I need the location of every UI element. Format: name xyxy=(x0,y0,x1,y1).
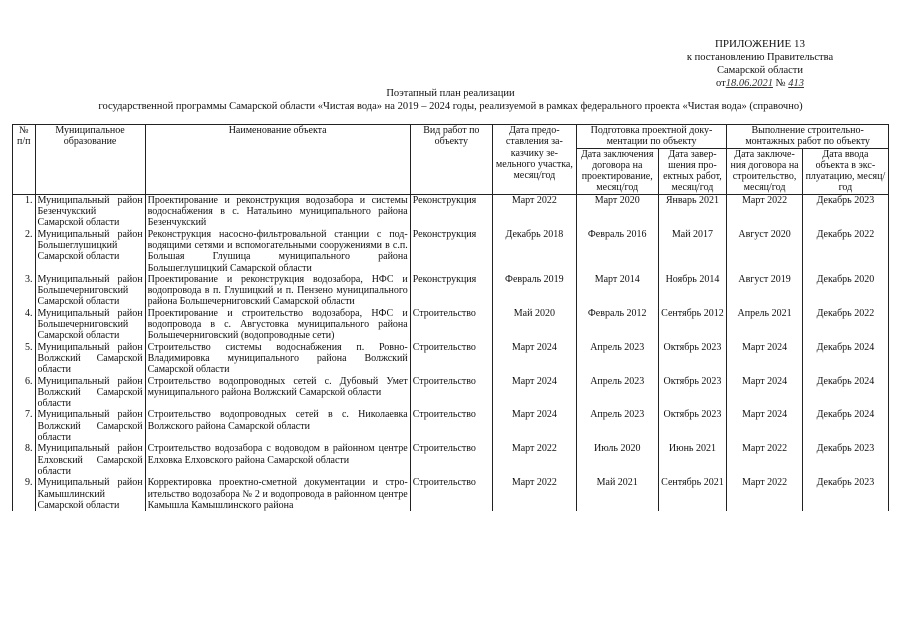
cell-municipality: Муниципальный район Большеглушицкий Самарской области xyxy=(35,229,145,274)
cell-commission-date: Декабрь 2023 xyxy=(802,194,888,228)
header-work-type: Вид работ по объекту xyxy=(410,125,492,195)
cell-land-date: Декабрь 2018 xyxy=(492,229,576,274)
heading-line-2: государственной программы Самарской области «Чистая вода» на 2019 – 2024 годы, реализуемой в рамках федерального проекта «Чистая вода» (справочно) xyxy=(98,100,803,112)
cell-design-end: Ноябрь 2014 xyxy=(658,274,727,308)
cell-commission-date: Декабрь 2024 xyxy=(802,376,888,410)
header-design-contract: Дата заключения договора на проектирование, месяц/год xyxy=(576,148,658,194)
cell-construction-contract: Март 2022 xyxy=(727,194,803,228)
cell-object: Проектирование и строительство водозабора, НФС и водопровода в с. Августовка муниципального района Большечерниговский (водопроводные сети) xyxy=(145,308,410,342)
cell-municipality: Муниципальный район Волжский Самарской области xyxy=(35,376,145,410)
appendix-line-1: к постановлению Правительства xyxy=(686,52,834,63)
table-row xyxy=(13,376,889,410)
cell-design-contract: Апрель 2023 xyxy=(576,409,658,443)
cell-municipality: Муниципальный район Камышлинский Самарской области xyxy=(35,477,145,511)
cell-design-contract: Февраль 2012 xyxy=(576,308,658,342)
cell-work-type: Строительство xyxy=(410,409,492,443)
header-construction-group: Выполнение строительномонтажных работ по объекту xyxy=(727,125,889,149)
cell-land-date: Март 2022 xyxy=(492,194,576,228)
cell-commission-date: Декабрь 2024 xyxy=(802,342,888,376)
date-prefix: от xyxy=(716,78,726,89)
cell-municipality: Муниципальный район Безенчукский Самарской области xyxy=(35,194,145,228)
cell-num: 9. xyxy=(13,477,36,511)
cell-construction-contract: Август 2019 xyxy=(727,274,803,308)
number-prefix: № xyxy=(775,78,786,89)
cell-work-type: Строительство xyxy=(410,308,492,342)
cell-design-contract: Март 2020 xyxy=(576,194,658,228)
table-row xyxy=(13,342,889,376)
appendix-title: ПРИЛОЖЕНИЕ 13 xyxy=(714,38,806,50)
cell-work-type: Строительство xyxy=(410,342,492,376)
document-heading xyxy=(0,88,901,113)
cell-num: 5. xyxy=(13,342,36,376)
cell-num: 7. xyxy=(13,409,36,443)
cell-land-date: Май 2020 xyxy=(492,308,576,342)
table-body xyxy=(13,194,889,511)
cell-land-date: Март 2022 xyxy=(492,477,576,511)
cell-land-date: Февраль 2019 xyxy=(492,274,576,308)
cell-design-contract: Апрель 2023 xyxy=(576,342,658,376)
cell-land-date: Март 2024 xyxy=(492,342,576,376)
cell-work-type: Строительство xyxy=(410,443,492,477)
appendix-line-2: Самарской области xyxy=(717,65,803,76)
cell-municipality: Муниципальный район Волжский Самарской области xyxy=(35,409,145,443)
cell-work-type: Строительство xyxy=(410,376,492,410)
cell-land-date: Март 2024 xyxy=(492,409,576,443)
cell-construction-contract: Март 2022 xyxy=(727,443,803,477)
cell-design-end: Сентябрь 2012 xyxy=(658,308,727,342)
cell-work-type: Реконструкция xyxy=(410,229,492,274)
header-land-date: Дата предоставления заказчику земельного участка, месяц/год xyxy=(492,125,576,195)
cell-design-end: Июнь 2021 xyxy=(658,443,727,477)
header-object: Наименование объекта xyxy=(145,125,410,195)
table-row xyxy=(13,194,889,228)
cell-design-end: Октябрь 2023 xyxy=(658,342,727,376)
cell-design-end: Январь 2021 xyxy=(658,194,727,228)
header-commission-date: Дата ввода объекта в эксплуатацию, месяц/год xyxy=(802,148,888,194)
table-row xyxy=(13,477,889,511)
cell-construction-contract: Апрель 2021 xyxy=(727,308,803,342)
heading-line-1: Поэтапный план реализации xyxy=(386,88,515,99)
header-municipality: Муниципальное образование xyxy=(35,125,145,195)
cell-design-end: Октябрь 2023 xyxy=(658,376,727,410)
cell-municipality: Муниципальный район Большечерниговский Самарской области xyxy=(35,274,145,308)
cell-commission-date: Декабрь 2024 xyxy=(802,409,888,443)
cell-commission-date: Декабрь 2022 xyxy=(802,229,888,274)
cell-design-end: Октябрь 2023 xyxy=(658,409,727,443)
appendix-block xyxy=(630,38,890,90)
cell-object: Строительство водопроводных сетей с. Дубовый Умет муниципального района Волжский Самарской области xyxy=(145,376,410,410)
header-construction-contract: Дата заключения договора на строительство, месяц/год xyxy=(727,148,803,194)
cell-commission-date: Декабрь 2022 xyxy=(802,308,888,342)
cell-work-type: Реконструкция xyxy=(410,274,492,308)
cell-object: Строительство системы водоснабжения п. Ровно-Владимировка муниципального района Волжский Самарской области xyxy=(145,342,410,376)
cell-object: Проектирование и реконструкция водозабора и системы водоснабжения в с. Натальино муниципального района Безенчукский xyxy=(145,194,410,228)
cell-num: 4. xyxy=(13,308,36,342)
cell-design-contract: Май 2021 xyxy=(576,477,658,511)
header-design-end: Дата завершения проектных работ, месяц/год xyxy=(658,148,727,194)
date-value: 18.06.2021 xyxy=(725,78,773,89)
header-num: № п/п xyxy=(13,125,36,195)
cell-construction-contract: Март 2024 xyxy=(727,376,803,410)
table-header xyxy=(13,125,889,195)
cell-commission-date: Декабрь 2023 xyxy=(802,443,888,477)
header-design-group: Подготовка проектной документации по объекту xyxy=(576,125,726,149)
cell-work-type: Реконструкция xyxy=(410,194,492,228)
cell-commission-date: Декабрь 2020 xyxy=(802,274,888,308)
table-row xyxy=(13,229,889,274)
cell-municipality: Муниципальный район Елховский Самарской области xyxy=(35,443,145,477)
cell-design-end: Сентябрь 2021 xyxy=(658,477,727,511)
cell-construction-contract: Март 2022 xyxy=(727,477,803,511)
cell-construction-contract: Март 2024 xyxy=(727,409,803,443)
cell-land-date: Март 2022 xyxy=(492,443,576,477)
cell-design-contract: Март 2014 xyxy=(576,274,658,308)
cell-design-contract: Апрель 2023 xyxy=(576,376,658,410)
table-row xyxy=(13,409,889,443)
cell-num: 3. xyxy=(13,274,36,308)
cell-design-contract: Июль 2020 xyxy=(576,443,658,477)
cell-commission-date: Декабрь 2023 xyxy=(802,477,888,511)
cell-object: Реконструкция насосно-фильтровальной станции с подводящими сетями и вспомогательными сооружениями в с.п. Большая Глушица муниципального района Большеглушицкий Самарской области xyxy=(145,229,410,274)
cell-num: 1. xyxy=(13,194,36,228)
cell-num: 8. xyxy=(13,443,36,477)
cell-municipality: Муниципальный район Большечерниговский Самарской области xyxy=(35,308,145,342)
cell-object: Строительство водопроводных сетей в с. Николаевка Волжского района Самарской области xyxy=(145,409,410,443)
number-value: 413 xyxy=(788,78,804,89)
table-row xyxy=(13,274,889,308)
table-row xyxy=(13,443,889,477)
cell-construction-contract: Август 2020 xyxy=(727,229,803,274)
plan-table xyxy=(12,124,889,511)
cell-land-date: Март 2024 xyxy=(492,376,576,410)
cell-object: Строительство водозабора с водоводом в районном центре Елховка Елховского района Самарской области xyxy=(145,443,410,477)
cell-municipality: Муниципальный район Волжский Самарской области xyxy=(35,342,145,376)
cell-object: Корректировка проектно-сметной документации и строительство водозабора № 2 и водопровода в районном центре Камышла Камышлинского района xyxy=(145,477,410,511)
cell-num: 6. xyxy=(13,376,36,410)
cell-construction-contract: Март 2024 xyxy=(727,342,803,376)
cell-design-contract: Февраль 2016 xyxy=(576,229,658,274)
cell-object: Проектирование и реконструкция водозабора, НФС и водопровода в п. Глушицкий и п. Пензено муниципального района Большечерниговский Самарской области xyxy=(145,274,410,308)
cell-design-end: Май 2017 xyxy=(658,229,727,274)
cell-num: 2. xyxy=(13,229,36,274)
cell-work-type: Строительство xyxy=(410,477,492,511)
table-row xyxy=(13,308,889,342)
